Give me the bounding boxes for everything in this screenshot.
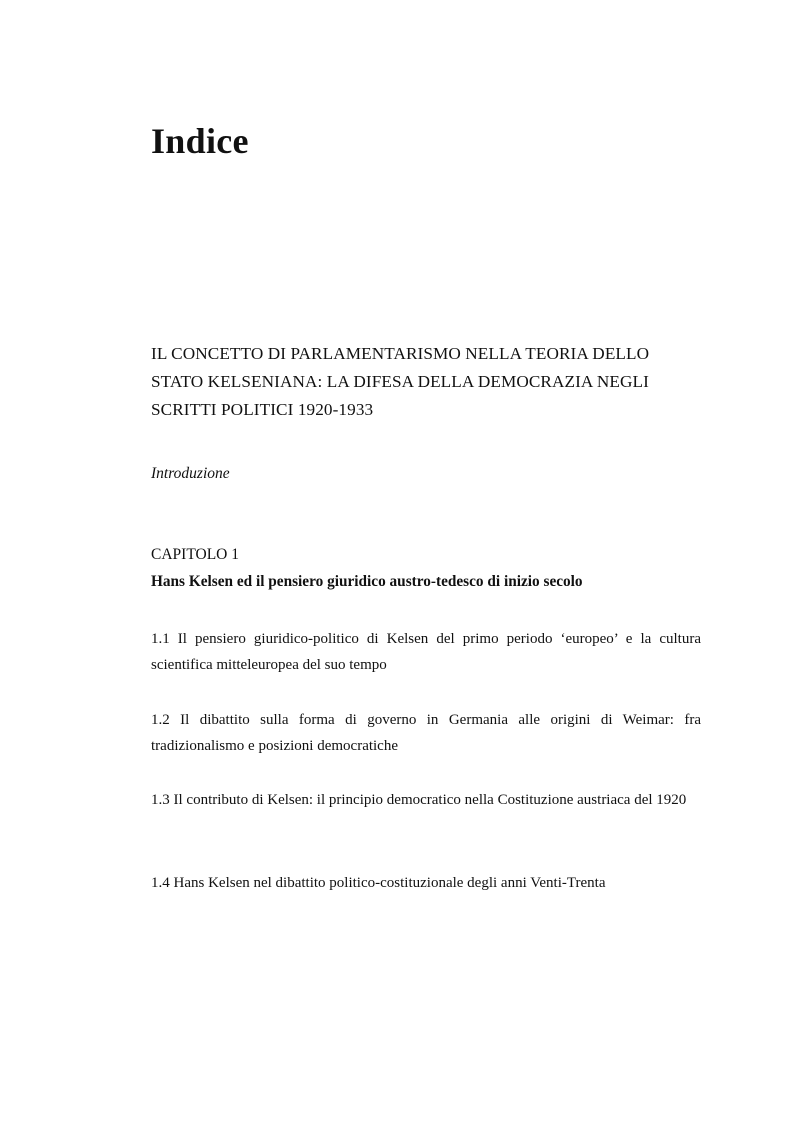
toc-entry-1-2: 1.2 Il dibattito sulla forma di governo in Germania alle origini di Weimar: fra tradizionalismo e posizioni democratiche [151, 712, 701, 754]
thesis-title: IL CONCETTO DI PARLAMENTARISMO NELLA TEORIA DELLO STATO KELSENIANA: LA DIFESA DELLA DEMOCRAZIA NEGLI SCRITTI POLITICI 1920-1933 [151, 344, 650, 419]
chapter-label: CAPITOLO 1 [151, 546, 239, 563]
page-title: Indice [151, 121, 249, 161]
chapter-title: Hans Kelsen ed il pensiero giuridico austro-tedesco di inizio secolo [151, 573, 583, 590]
toc-entry-1-4: 1.4 Hans Kelsen nel dibattito politico-costituzionale degli anni Venti-Trenta [151, 875, 606, 891]
toc-entry-1-1: 1.1 Il pensiero giuridico-politico di Kelsen del primo periodo ‘europeo’ e la cultura scientifica mitteleuropea del suo tempo [151, 631, 701, 673]
toc-entry-1-3: 1.3 Il contributo di Kelsen: il principio democratico nella Costituzione austriaca del 1920 [151, 792, 687, 808]
introduction-entry: Introduzione [151, 465, 230, 482]
